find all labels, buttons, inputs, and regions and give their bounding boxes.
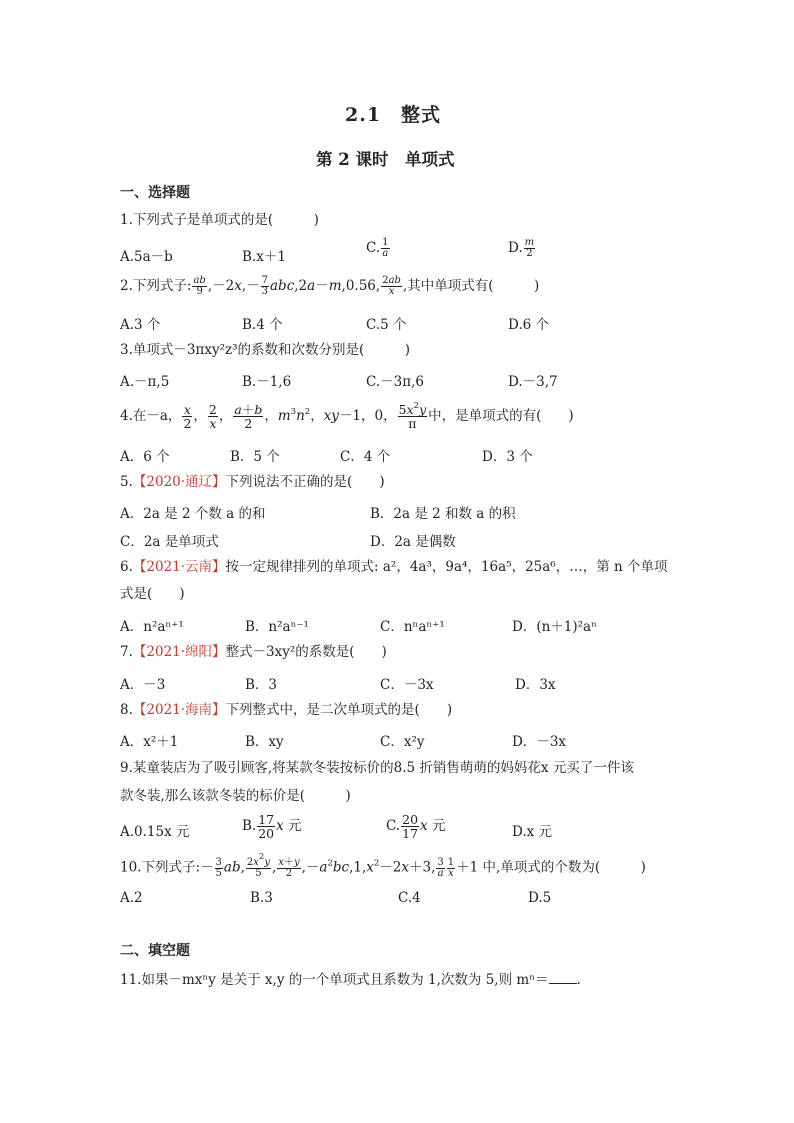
- question-1: 1.下列式子是单项式的是( ): [120, 212, 319, 228]
- page-subtitle: 第 2 课时 单项式: [316, 150, 455, 169]
- q6-option-b[interactable]: B．n²aⁿ⁻¹: [245, 619, 309, 635]
- page-title: 2.1 整式: [345, 104, 442, 126]
- q4-option-b[interactable]: B．5 个: [230, 449, 280, 465]
- q6-option-c[interactable]: C．nⁿaⁿ⁺¹: [380, 619, 445, 635]
- q10-option-d[interactable]: D.5: [528, 890, 552, 906]
- question-3: 3.单项式－3πxy²z³的系数和次数分别是( ): [120, 342, 411, 358]
- q7-option-b[interactable]: B．3: [245, 677, 278, 693]
- q6-option-d[interactable]: D．(n＋1)²aⁿ: [512, 619, 597, 635]
- question-5: 5.【2020·通辽】下列说法不正确的是( ): [120, 474, 385, 490]
- question-10: 10.下列式子:－ $\frac{3}{5}$ ab, $\frac{2x^2y}{5}$ , $\frac{x+y}{2}$ $,-a^2bc,1,x^2-2x+3$, $\frac{3}{a}$ $\frac{1}{x}$ ＋1 中,单项式的个数为( ): [120, 852, 646, 879]
- q4-option-a[interactable]: A．6 个: [120, 449, 170, 465]
- q10-option-a[interactable]: A.2: [120, 890, 143, 906]
- q9-option-d[interactable]: D.x 元: [512, 824, 553, 840]
- q7-option-a[interactable]: A．－3: [120, 677, 166, 693]
- source-tag: 【2021·云南】: [132, 559, 226, 575]
- question-9: 9.某童装店为了吸引顾客,将某款冬装按标价的8.5 折销售萌萌的妈妈花x 元买了一件该: [120, 760, 634, 776]
- q2-option-c[interactable]: C.5 个: [366, 317, 407, 333]
- answer-blank[interactable]: [549, 971, 577, 984]
- q3-option-d[interactable]: D.－3,7: [508, 374, 558, 390]
- source-tag: 【2020·通辽】: [132, 474, 226, 490]
- question-11: 11.如果－mxⁿy 是关于 x,y 的一个单项式且系数为 1,次数为 5,则 mⁿ＝ .: [120, 972, 581, 988]
- question-9-line2: 款冬装,那么该款冬装的标价是( ): [120, 788, 351, 804]
- q9-option-a[interactable]: A.0.15x 元: [120, 824, 190, 840]
- q5-option-a[interactable]: A．2a 是 2 个数 a 的和: [120, 506, 266, 522]
- q7-option-d[interactable]: D．3x: [515, 677, 556, 693]
- section-fill-heading: 二、填空题: [120, 943, 190, 959]
- q8-option-a[interactable]: A．x²＋1: [120, 734, 179, 750]
- q7-option-c[interactable]: C．－3x: [380, 677, 434, 693]
- q9-option-c[interactable]: C. $\frac{20}{17}$ x 元: [386, 812, 446, 841]
- q6-option-a[interactable]: A．n²aⁿ⁺¹: [120, 619, 184, 635]
- q3-option-b[interactable]: B.－1,6: [242, 374, 292, 390]
- q9-option-b[interactable]: B. $\frac{17}{20}$ x 元: [242, 812, 302, 841]
- question-6-line2: 式是( ): [120, 586, 185, 602]
- q5-option-d[interactable]: D．2a 是偶数: [370, 534, 456, 550]
- question-6: 6.【2021·云南】按一定规律排列的单项式: a²，4a³，9a⁴，16a⁵，25a⁶，…，第 n 个单项: [120, 559, 668, 575]
- q8-option-d[interactable]: D．－3x: [512, 734, 567, 750]
- q1-option-c[interactable]: C. $\frac{1}{a}$: [366, 237, 389, 259]
- q2-option-a[interactable]: A.3 个: [120, 317, 161, 333]
- source-tag: 【2021·绵阳】: [132, 644, 226, 660]
- question-8: 8.【2021·海南】下列整式中，是二次单项式的是( ): [120, 702, 453, 718]
- q4-option-c[interactable]: C．4 个: [340, 449, 391, 465]
- section-choice-heading: 一、选择题: [120, 185, 190, 201]
- q3-option-c[interactable]: C.－3π,6: [366, 374, 424, 390]
- q10-option-b[interactable]: B.3: [250, 890, 273, 906]
- question-2: 2.下列式子: $\frac{ab}{9}$ ,－2x,－ $\frac{7}{3}$ abc,2a－m,0.56, $\frac{2ab}{x}$ ,其中单项式有( ): [120, 275, 540, 297]
- q3-option-a[interactable]: A.－π,5: [120, 374, 170, 390]
- q5-option-c[interactable]: C．2a 是单项式: [120, 534, 219, 550]
- question-4: 4.在－a， $\frac{x}{2}$ ， $\frac{2}{x}$ ， $\frac{a+b}{2}$ ，$m^3n^2$，xy－1，0， $\frac{5x^2y}{\pi}$ 中，是单项式的有( ): [120, 401, 574, 431]
- q8-option-b[interactable]: B．xy: [245, 734, 284, 750]
- source-tag: 【2021·海南】: [132, 702, 226, 718]
- q10-option-c[interactable]: C.4: [398, 890, 421, 906]
- q5-option-b[interactable]: B．2a 是 2 和数 a 的积: [370, 506, 516, 522]
- q1-option-a[interactable]: A.5a－b: [120, 249, 173, 265]
- q8-option-c[interactable]: C．x²y: [380, 734, 425, 750]
- q4-option-d[interactable]: D．3 个: [482, 449, 533, 465]
- question-7: 7.【2021·绵阳】整式－3xy²的系数是( ): [120, 644, 387, 660]
- q2-option-b[interactable]: B.4 个: [242, 317, 283, 333]
- q1-option-d[interactable]: D. $\frac{m}{2}$: [508, 237, 535, 259]
- q1-option-b[interactable]: B.x＋1: [242, 249, 286, 265]
- q2-option-d[interactable]: D.6 个: [508, 317, 550, 333]
